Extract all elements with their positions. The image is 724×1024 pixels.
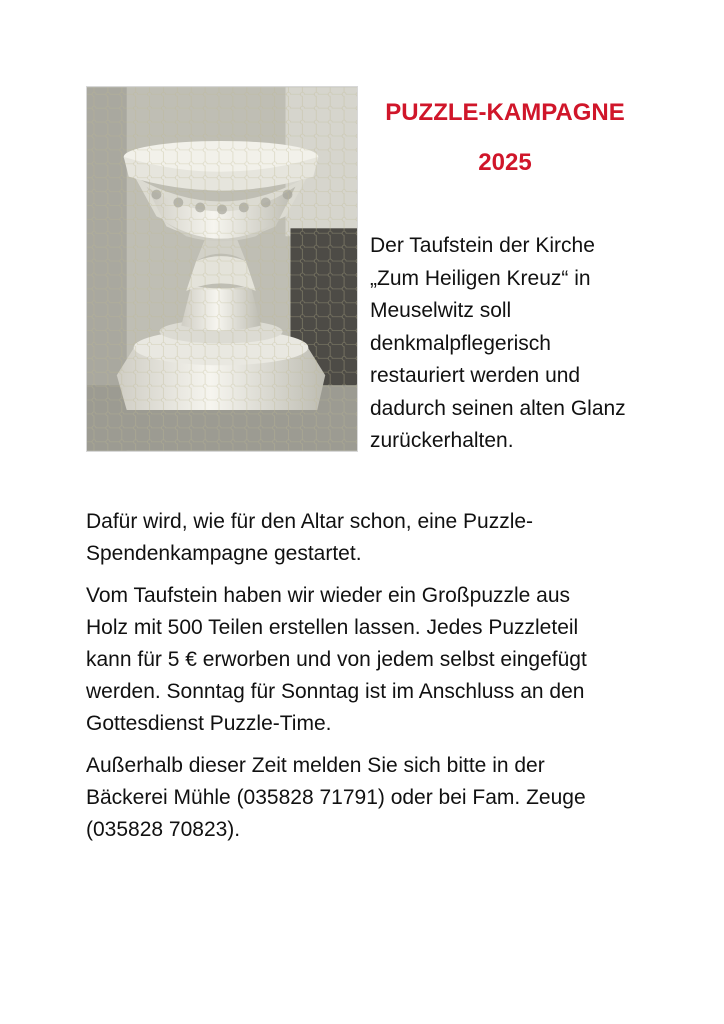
intro-line: zurückerhalten. <box>370 429 514 452</box>
body-line: kann für 5 € erworben und von jedem selbst eingefügt <box>86 648 587 671</box>
campaign-title <box>362 88 648 188</box>
title-line: PUZZLE-KAMPAGNE <box>385 99 625 126</box>
baptismal-font-illustration <box>87 87 357 451</box>
intro-line: Der Taufstein der Kirche <box>370 234 595 257</box>
paragraph-puzzle-details <box>86 580 666 740</box>
body-line: (035828 70823). <box>86 818 241 841</box>
title-year: 2025 <box>478 149 532 176</box>
body-line: werden. Sonntag für Sonntag ist im Anschluss an den <box>86 680 585 703</box>
body-line: Bäckerei Mühle (035828 71791) oder bei Fam. Zeuge <box>86 786 586 809</box>
body-line: Holz mit 500 Teilen erstellen lassen. Jedes Puzzleteil <box>86 616 579 639</box>
intro-line: „Zum Heiligen Kreuz“ in <box>370 266 591 290</box>
intro-text <box>370 230 670 458</box>
body-text <box>86 506 666 856</box>
paragraph-campaign <box>86 506 666 570</box>
body-line: Gottesdienst Puzzle-Time. <box>86 712 332 735</box>
body-line: Außerhalb dieser Zeit melden Sie sich bitte in der <box>86 754 545 777</box>
body-line: Spendenkampagne gestartet. <box>86 542 362 565</box>
intro-line: denkmalpflegerisch <box>370 331 551 355</box>
intro-line: restauriert werden und <box>370 364 581 387</box>
intro-line: dadurch seinen alten Glanz <box>370 396 626 420</box>
baptismal-font-puzzle-photo <box>86 86 358 452</box>
intro-line: Meuselwitz soll <box>370 299 512 322</box>
body-line: Vom Taufstein haben wir wieder ein Großpuzzle aus <box>86 584 571 607</box>
paragraph-contact <box>86 750 666 846</box>
body-line: Dafür wird, wie für den Altar schon, eine Puzzle- <box>86 510 534 533</box>
